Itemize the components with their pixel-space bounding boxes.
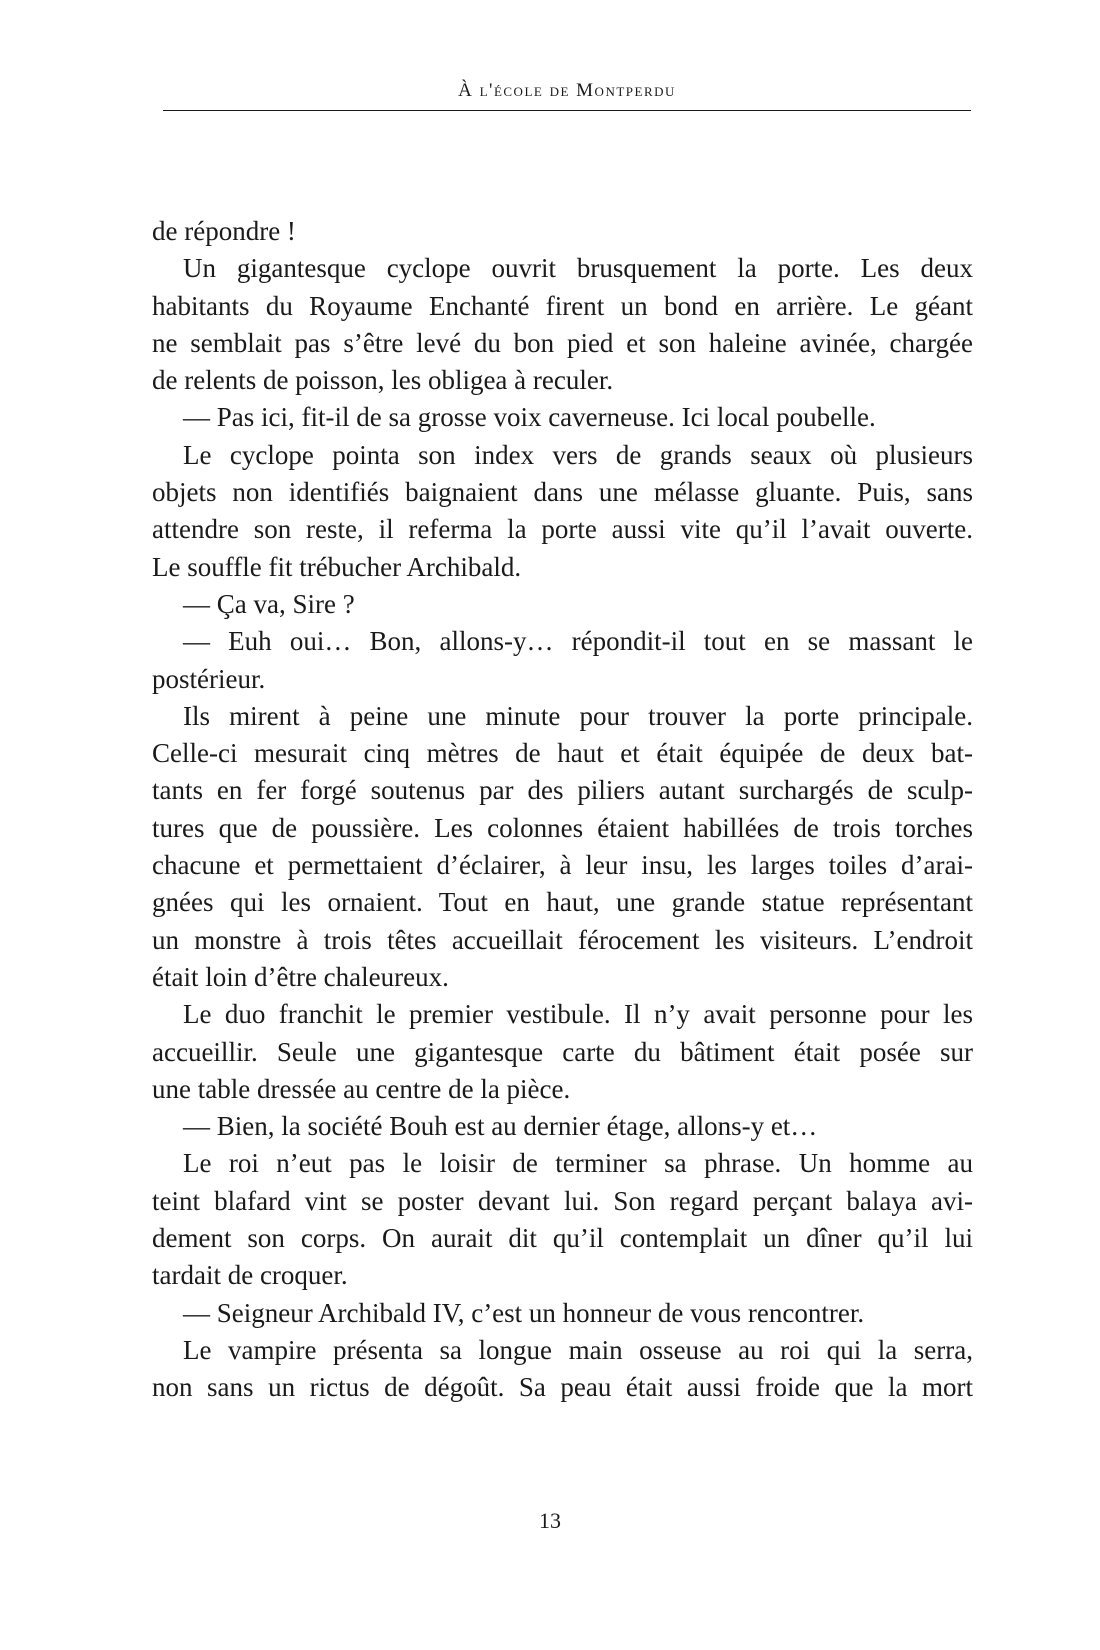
text-line: dement son corps. On aurait dit qu’il contemplait un dîner qu’il lui [152,1223,973,1254]
text-line: habitants du Royaume Enchanté firent un bond en arrière. Le géant [152,290,973,321]
text-line: tardait de croquer. [152,1260,348,1291]
text-line: — Seigneur Archibald IV, c’est un honneur de vous rencontrer. [183,1297,865,1328]
text-line: — Bien, la société Bouh est au dernier étage, allons-y et… [183,1111,818,1142]
text-line: Le vampire présenta sa longue main osseuse au roi qui la serra, [183,1334,973,1365]
page-number: 13 [539,1508,561,1533]
text-line: — Euh oui… Bon, allons-y… répondit-il tout en se massant le [183,626,973,657]
text-line: teint blafard vint se poster devant lui. Son regard perçant balaya avi- [152,1185,973,1216]
running-head: À l'école de Montperdu [458,80,676,101]
text-line: tures que de poussière. Les colonnes étaient habillées de trois torches [152,812,973,843]
text-line: attendre son reste, il referma la porte aussi vite qu’il l’avait ouverte. [152,514,973,545]
header-rule [163,110,971,111]
text-line: gnées qui les ornaient. Tout en haut, une grande statue représentant [152,887,973,918]
text-line: — Pas ici, fit-il de sa grosse voix caverneuse. Ici local poubelle. [183,402,876,433]
text-line: était loin d’être chaleureux. [152,961,449,992]
text-line: Le roi n’eut pas le loisir de terminer sa phrase. Un homme au [183,1148,973,1179]
text-line: un monstre à trois têtes accueillait férocement les visiteurs. L’endroit [152,924,973,955]
text-line: Celle-ci mesurait cinq mètres de haut et était équipée de deux bat- [152,738,973,769]
body-text [152,213,973,1407]
text-line: Le duo franchit le premier vestibule. Il n’y avait personne pour les [183,999,973,1030]
text-line: de répondre ! [152,216,296,246]
text-line: chacune et permettaient d’éclairer, à leur insu, les larges toiles d’arai- [152,850,973,881]
text-line: de relents de poisson, les obligea à reculer. [152,365,614,396]
text-line: objets non identifiés baignaient dans une mélasse gluante. Puis, sans [152,477,973,508]
text-line: Ils mirent à peine une minute pour trouver la porte principale. [183,700,973,731]
text-line: accueillir. Seule une gigantesque carte du bâtiment était posée sur [152,1036,973,1067]
text-line: postérieur. [152,663,266,694]
text-line: Le cyclope pointa son index vers de grands seaux où plusieurs [183,439,973,470]
text-line: Le souffle fit trébucher Archibald. [152,551,522,582]
text-line: non sans un rictus de dégoût. Sa peau était aussi froide que la mort [152,1372,973,1403]
text-line: Un gigantesque cyclope ouvrit brusquement la porte. Les deux [183,253,973,284]
text-line: une table dressée au centre de la pièce. [152,1073,571,1104]
text-line: tants en fer forgé soutenus par des piliers autant surchargés de sculp- [152,775,973,806]
text-line: ne semblait pas s’être levé du bon pied et son haleine avinée, chargée [152,327,973,358]
text-line: — Ça va, Sire ? [183,588,355,619]
